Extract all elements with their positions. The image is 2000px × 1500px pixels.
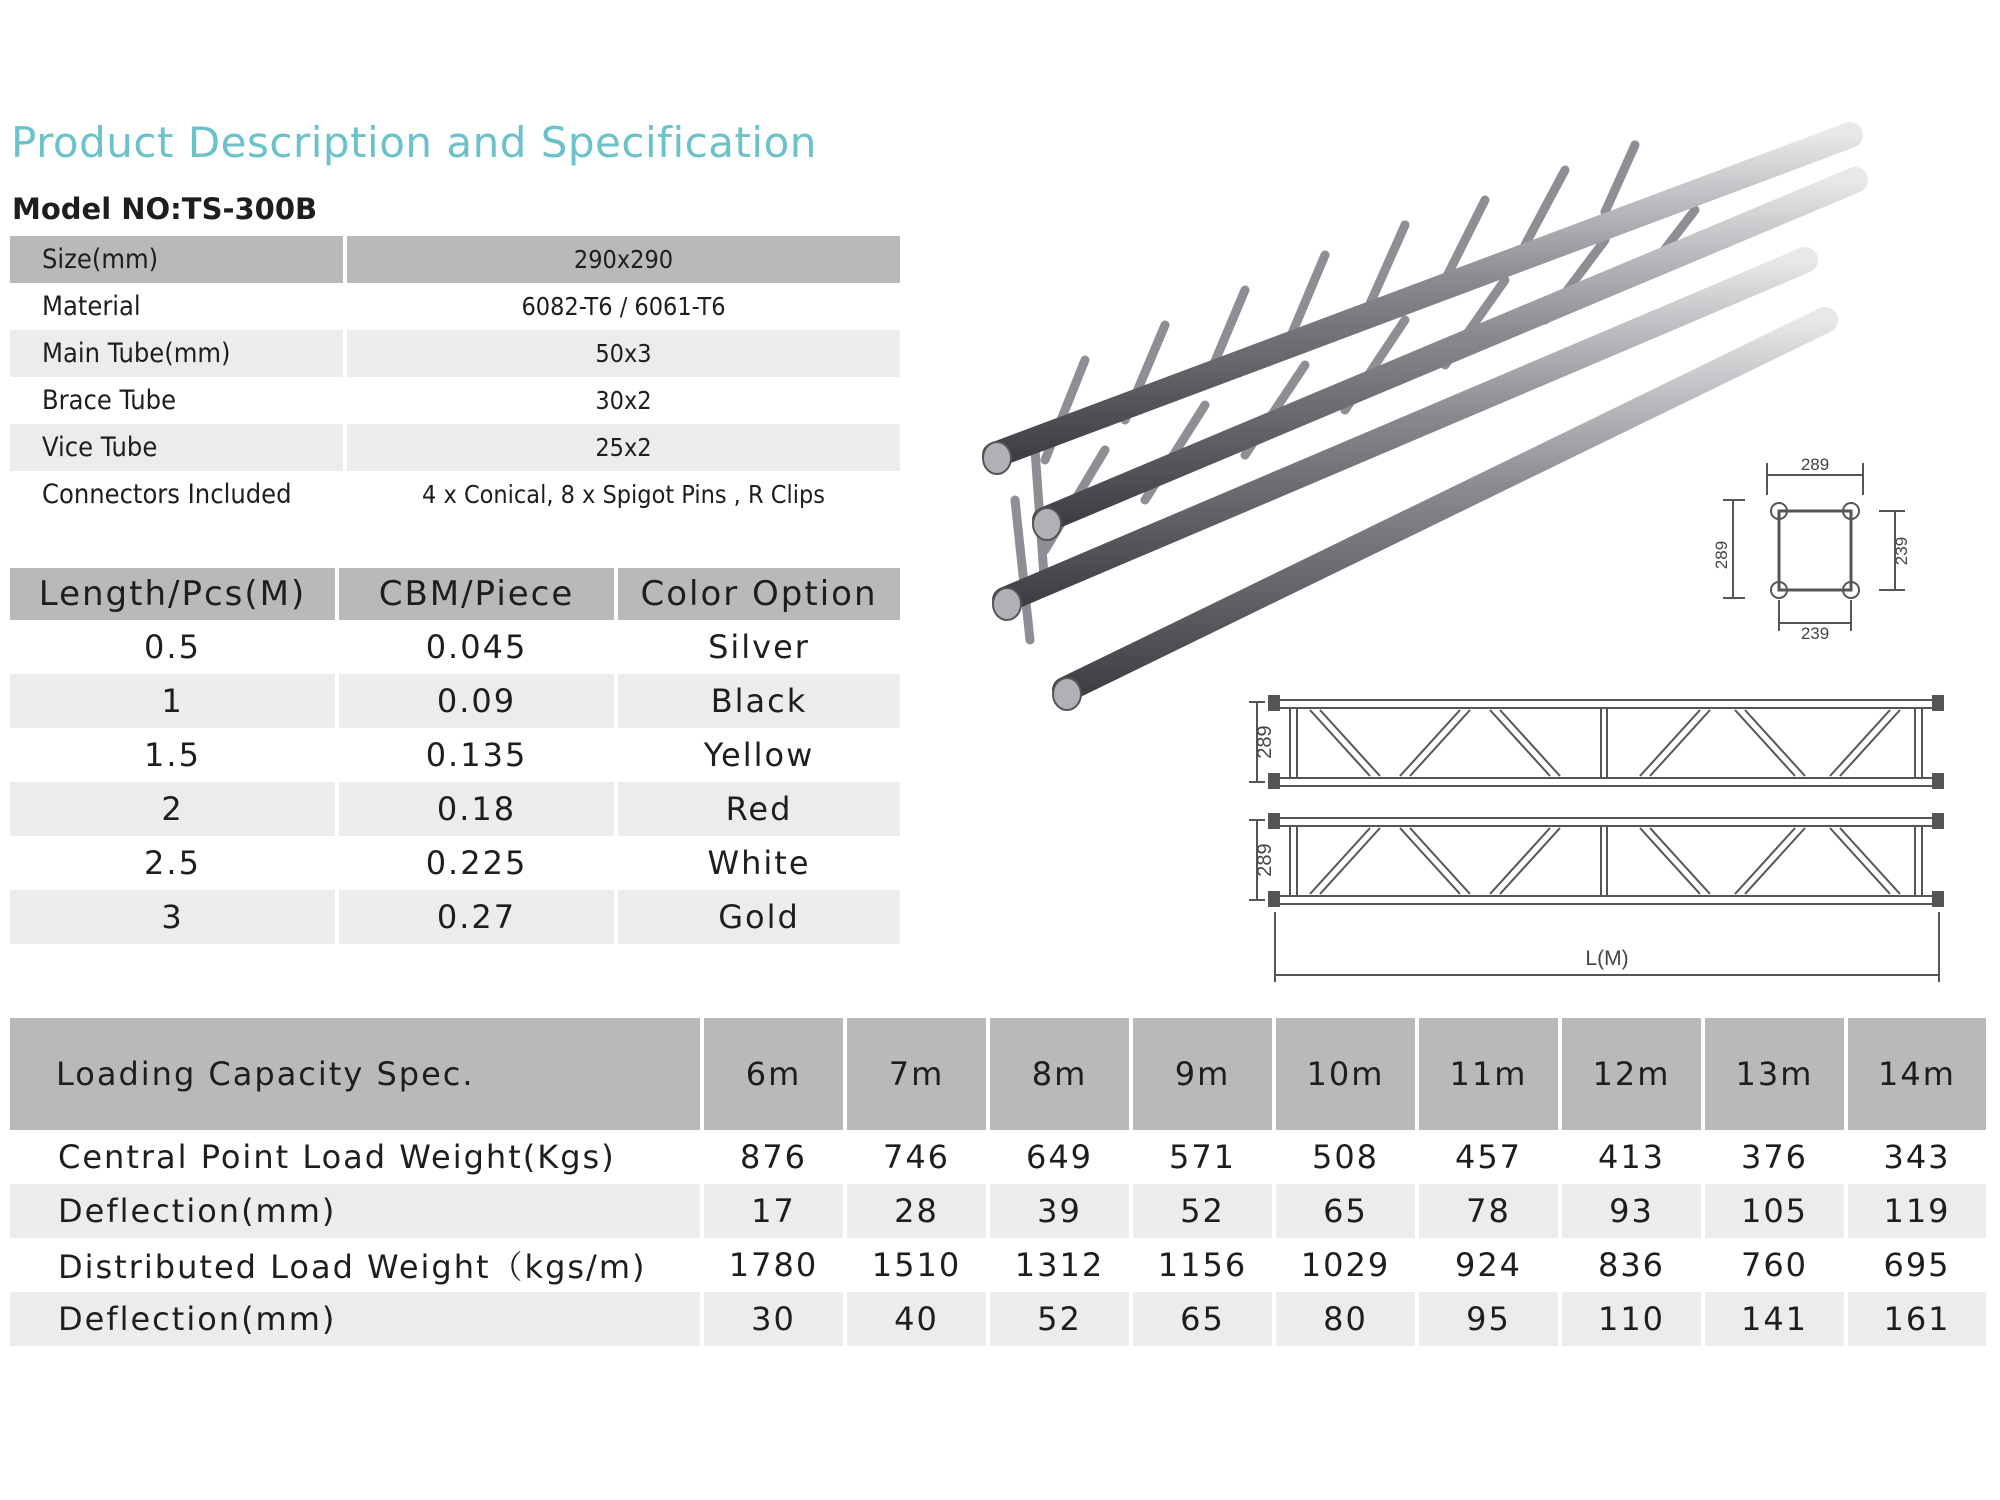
length-table-header	[10, 568, 900, 620]
table-cell: 924	[1454, 1246, 1523, 1284]
table-cell: 571	[1168, 1138, 1237, 1176]
table-cell: 28	[847, 1184, 986, 1238]
loading-capacity-table	[10, 1018, 1986, 1346]
table-cell: 65	[1133, 1292, 1272, 1346]
section-right-dim: 239	[1892, 536, 1911, 566]
length-cell: 2	[10, 782, 335, 836]
table-cell: 1312	[1014, 1246, 1105, 1284]
length-table	[10, 568, 900, 944]
side-height-dim-2: 289	[1254, 843, 1276, 877]
spec-label: Size(mm)	[10, 236, 343, 283]
header-cbm: CBM/Piece	[339, 568, 614, 620]
cbm-cell: 0.045	[425, 628, 528, 666]
table-row	[10, 890, 900, 944]
table-cell: 1510	[871, 1246, 962, 1284]
table-row	[10, 1292, 1986, 1346]
span-header: 9m	[1133, 1018, 1272, 1130]
table-cell: 141	[1705, 1292, 1844, 1346]
table-cell: 30	[704, 1292, 843, 1346]
table-row	[10, 1184, 1986, 1238]
section-top-dim: 289	[1800, 455, 1830, 474]
table-cell: 17	[704, 1184, 843, 1238]
table-cell: 65	[1276, 1184, 1415, 1238]
spec-label: Main Tube(mm)	[10, 330, 343, 377]
spec-value: 4 x Conical, 8 x Spigot Pins , R Clips	[422, 480, 825, 509]
spec-value: 30x2	[595, 386, 652, 415]
table-cell: 93	[1562, 1184, 1701, 1238]
table-cell: 1029	[1300, 1246, 1391, 1284]
length-cell: 1	[10, 674, 335, 728]
spec-label: Connectors Included	[42, 479, 292, 510]
cbm-cell: 0.27	[339, 890, 614, 944]
spec-value: 290x290	[347, 236, 900, 283]
cbm-cell: 0.18	[339, 782, 614, 836]
table-cell: 649	[1025, 1138, 1094, 1176]
header-color: Color Option	[618, 568, 900, 620]
row-label: Distributed Load Weight（kgs/m)	[58, 1248, 647, 1286]
color-cell: Red	[618, 782, 900, 836]
spec-label: Brace Tube	[42, 385, 177, 416]
color-cell: Yellow	[703, 736, 815, 774]
section-left-dim: 289	[1712, 540, 1731, 570]
span-header: 6m	[704, 1018, 843, 1130]
table-cell: 80	[1276, 1292, 1415, 1346]
model-label: Model NO	[12, 192, 171, 226]
color-cell: White	[707, 844, 811, 882]
length-dim-label: L(M)	[1585, 947, 1629, 970]
color-cell: Silver	[708, 628, 810, 666]
table-cell: 376	[1740, 1138, 1809, 1176]
cbm-cell: 0.09	[339, 674, 614, 728]
model-value: TS-300B	[181, 192, 318, 226]
length-cell: 0.5	[144, 628, 201, 666]
table-cell: 760	[1740, 1246, 1809, 1284]
span-header: 14m	[1848, 1018, 1986, 1130]
span-header: 8m	[990, 1018, 1129, 1130]
spec-row	[10, 377, 900, 424]
model-number	[12, 192, 317, 226]
loading-table-header	[10, 1018, 1986, 1130]
side-height-dim-1: 289	[1254, 725, 1276, 759]
loading-header-label: Loading Capacity Spec.	[10, 1018, 700, 1130]
row-label: Deflection(mm)	[10, 1184, 700, 1238]
side-elevation-drawing	[1245, 690, 1955, 990]
table-cell: 52	[1133, 1184, 1272, 1238]
cbm-cell: 0.225	[425, 844, 528, 882]
spec-value: 25x2	[347, 424, 900, 471]
table-row	[10, 1238, 1986, 1292]
spec-row	[10, 471, 900, 518]
table-cell: 457	[1454, 1138, 1523, 1176]
spec-label: Vice Tube	[10, 424, 343, 471]
table-row	[10, 674, 900, 728]
spec-row	[10, 330, 900, 377]
model-separator: :	[170, 192, 182, 226]
row-label: Deflection(mm)	[10, 1292, 700, 1346]
table-cell: 695	[1883, 1246, 1951, 1284]
table-cell: 1156	[1157, 1246, 1248, 1284]
span-header: 11m	[1419, 1018, 1558, 1130]
table-cell: 105	[1705, 1184, 1844, 1238]
span-header: 12m	[1562, 1018, 1701, 1130]
cross-section-drawing	[1712, 455, 1915, 655]
span-header: 13m	[1705, 1018, 1844, 1130]
length-cell: 3	[10, 890, 335, 944]
table-cell: 110	[1562, 1292, 1701, 1346]
spec-row	[10, 236, 900, 283]
table-cell: 119	[1848, 1184, 1986, 1238]
table-row	[10, 620, 900, 674]
table-cell: 876	[739, 1138, 808, 1176]
header-length: Length/Pcs(M)	[10, 568, 335, 620]
spec-row	[10, 283, 900, 330]
table-cell: 1780	[728, 1246, 819, 1284]
table-cell: 413	[1597, 1138, 1666, 1176]
spec-label: Material	[42, 291, 141, 322]
spec-value: 6082-T6 / 6061-T6	[521, 292, 726, 321]
table-cell: 52	[990, 1292, 1129, 1346]
table-cell: 40	[847, 1292, 986, 1346]
table-row	[10, 836, 900, 890]
span-header: 10m	[1276, 1018, 1415, 1130]
section-bottom-dim: 239	[1800, 624, 1830, 643]
table-row	[10, 782, 900, 836]
span-header: 7m	[847, 1018, 986, 1130]
table-cell: 508	[1311, 1138, 1380, 1176]
table-cell: 95	[1419, 1292, 1558, 1346]
table-row	[10, 1130, 1986, 1184]
length-cell: 2.5	[144, 844, 201, 882]
spec-value: 50x3	[347, 330, 900, 377]
page-title: Product Description and Specification	[11, 118, 817, 167]
color-cell: Gold	[618, 890, 900, 944]
table-cell: 343	[1883, 1138, 1951, 1176]
row-label: Central Point Load Weight(Kgs)	[58, 1138, 616, 1176]
table-cell: 161	[1848, 1292, 1986, 1346]
spec-row	[10, 424, 900, 471]
table-row	[10, 728, 900, 782]
table-cell: 78	[1419, 1184, 1558, 1238]
table-cell: 836	[1597, 1246, 1666, 1284]
table-cell: 39	[990, 1184, 1129, 1238]
length-cell: 1.5	[144, 736, 201, 774]
table-cell: 746	[882, 1138, 951, 1176]
spec-table	[10, 236, 900, 518]
color-cell: Black	[618, 674, 900, 728]
cbm-cell: 0.135	[425, 736, 528, 774]
